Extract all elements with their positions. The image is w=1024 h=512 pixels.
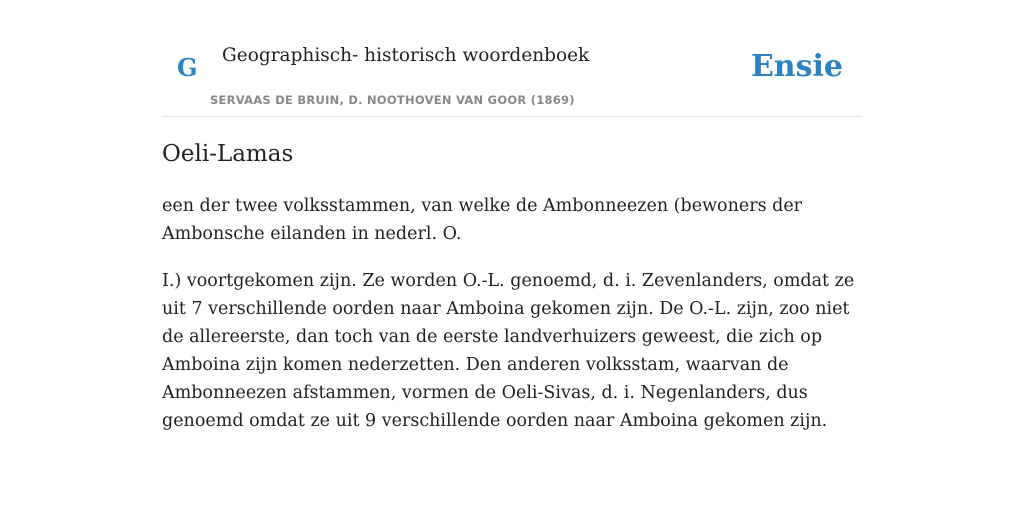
entry-body <box>162 192 862 454</box>
dictionary-header <box>162 40 862 117</box>
ensie-logo-link[interactable]: Ensie <box>750 49 843 84</box>
dictionary-letter-logo: G <box>177 53 198 82</box>
dictionary-authors: SERVAAS DE BRUIN, D. NOOTHOVEN VAN GOOR (1869) <box>210 93 575 107</box>
dictionary-title[interactable]: Geographisch- historisch woordenboek <box>222 45 590 66</box>
entry-paragraph-2: I.) voortgekomen zijn. Ze worden O.-L. genoemd, d. i. Zevenlanders, omdat ze uit 7 verschillende oorden naar Amboina gekomen zijn. De O.-L. zijn, zoo niet de allereerste, dan toch van de eerste landverhuizers geweest, die zich op Amboina zijn komen nederzetten. Den anderen volksstam, waarvan de Ambonneezen afstammen, vormen de Oeli-Sivas, d. i. Negenlanders, dus genoemd omdat ze uit 9 verschillende oorden naar Amboina gekomen zijn. <box>162 271 855 431</box>
entry-paragraph-1: een der twee volksstammen, van welke de Ambonneezen (bewoners der Ambonsche eilanden in nederl. O. <box>162 196 803 244</box>
entry-title: Oeli-Lamas <box>162 141 294 167</box>
